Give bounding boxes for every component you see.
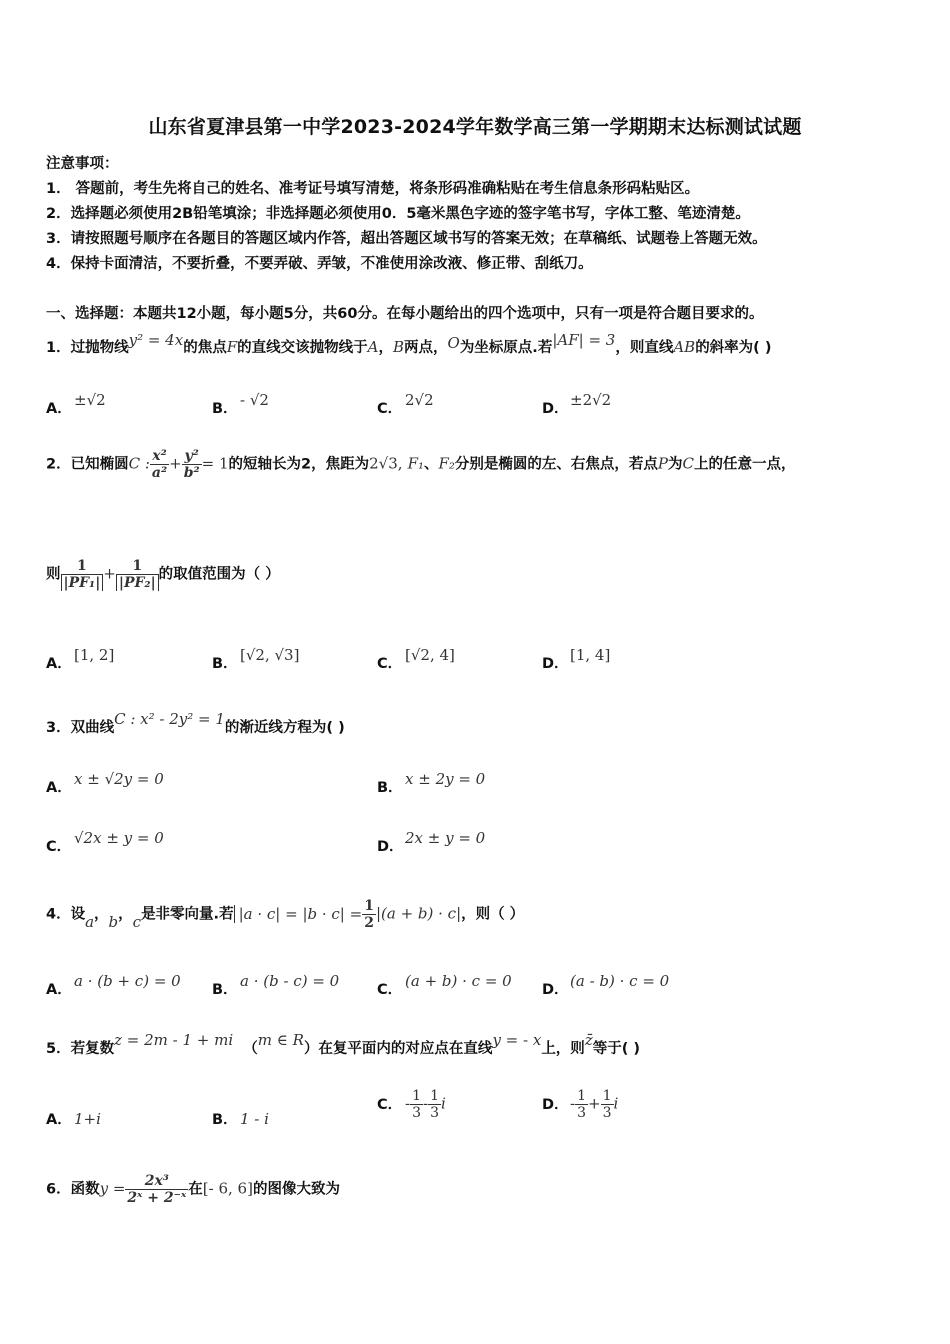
q5-option-c: C． - $\frac{1}{3}$ - $\frac{1}{3}$ i <box>377 1088 446 1122</box>
notice-item-1: 1． 答题前，考生先将自己的姓名、准考证号填写清楚，将条形码准确粘贴在考生信息条形码粘贴区。 <box>46 181 700 197</box>
q1-math-parabola: y² = 4x <box>128 331 184 349</box>
q4-text-4: 是非零向量.若 <box>141 906 234 923</box>
q3-option-d: D．2x ± y = 0 <box>377 829 486 855</box>
q1-option-c: C． 2√2 <box>377 391 434 417</box>
q1-option-b: B． - √2 <box>212 391 269 417</box>
q4-text-1: 4．设 <box>46 906 86 923</box>
q2-math-p: P <box>657 454 669 473</box>
q2-text-1: 2．已知椭圆 <box>46 456 129 473</box>
q5-math-z: z = 2m - 1 + mi <box>114 1031 234 1049</box>
question-1 <box>46 331 772 357</box>
q4-option-a: A． a · (b + c) = 0 <box>46 972 181 998</box>
q2-frac-pf2: $\frac{1}{\text{|PF₂|}}$ <box>116 558 159 591</box>
q1-math-o: O <box>447 334 460 352</box>
q4-option-b: B． a · (b - c) = 0 <box>212 972 340 998</box>
q6-frac-function: $\frac{\text{2x³}}{\text{2ˣ + 2⁻ˣ}}$ <box>127 1173 187 1207</box>
q4-option-d: D．(a - b) · c = 0 <box>542 972 670 998</box>
q2-frac-y: $\frac{\text{y²}}{\text{b²}}$ <box>183 448 200 482</box>
q2-option-d: D．[1, 4] <box>542 646 611 672</box>
q3-text-1: 3．双曲线 <box>46 720 115 736</box>
q1-math-af: |AF| = 3 <box>552 331 616 349</box>
q2-option-b: B． [√2, √3] <box>212 646 300 672</box>
q1-text-7: ，则直线 <box>615 340 674 356</box>
q1-math-ab: AB <box>673 338 696 356</box>
q6-text-3: 的图像大致为 <box>252 1181 340 1198</box>
q1-option-a: A． ±√2 <box>46 391 106 417</box>
q6-text-1: 6．函数 <box>46 1181 100 1198</box>
q1-text-1: 1．过抛物线 <box>46 340 129 356</box>
question-2: 2．已知椭圆C : $\frac{\text{x²}}{\text{a²}}$ + $\frac{\text{y²}}{\text{b²}}$ = 1的短轴长为2，焦距为2√3, F₁、F₂分别是椭圆的左、右焦点，若点P为C上的任意一点， <box>46 448 796 482</box>
q2-frac-pf1: $\frac{1}{\text{|PF₁|}}$ <box>61 558 104 591</box>
q2-text-range: 的取值范围为（ ） <box>158 566 280 583</box>
q5-math-m: m ∈ R <box>257 1031 304 1049</box>
q5-text-5: 等于( ) <box>592 1041 641 1057</box>
q5-text-1: 5．若复数 <box>46 1041 115 1057</box>
q1-text-2: 的焦点 <box>183 340 227 356</box>
question-4: 4．设a，b，c是非零向量.若 |a · c| = |b · c| = $\frac{1}{2}$ |(a + b) · c|，则（ ） <box>46 898 525 932</box>
q3-option-a: A． x ± √2y = 0 <box>46 770 164 796</box>
q2-option-c: C． [√2, 4] <box>377 646 455 672</box>
q2-text-4: 分别是椭圆的左、右焦点，若点 <box>454 456 658 473</box>
q5-math-line: y = - x <box>492 1031 542 1049</box>
q2-math-c: C : <box>128 454 150 473</box>
q5-option-a: A． 1+i <box>46 1110 101 1128</box>
q5-option-d: D．- $\frac{1}{3}$ + $\frac{1}{3}$ i <box>542 1088 619 1122</box>
q4-math-condition: |a · c| = |b · c| = <box>234 905 363 923</box>
q5-text-3: ）在复平面内的对应点在直线 <box>303 1041 493 1057</box>
notice-heading: 注意事项： <box>46 156 119 172</box>
q2-math-c2: C <box>682 454 694 473</box>
q1-text-4: ， <box>378 340 393 356</box>
q4-math-c: c <box>132 912 142 931</box>
q3-option-b: B． x ± 2y = 0 <box>377 770 486 796</box>
question-3 <box>46 710 345 737</box>
q1-text-6: 为坐标原点.若 <box>459 340 553 356</box>
q5-math-zbar: z̄ <box>584 1031 593 1049</box>
q3-option-c: C． √2x ± y = 0 <box>46 829 164 855</box>
question-5: 5．若复数z = 2m - 1 + mi （m ∈ R）在复平面内的对应点在直线y = - x上，则z̄等于( ) <box>46 1031 641 1057</box>
q2-text-6: 上的任意一点， <box>694 456 796 473</box>
notice-item-3: 3．请按照题号顺序在各题目的答题区域内作答，超出答题区域书写的答案无效；在草稿纸、试题卷上答题无效。 <box>46 231 767 247</box>
question-6: 6．函数y = $\frac{\text{2x³}}{\text{2ˣ + 2⁻ˣ}}$ 在[- 6, 6]的图像大致为 <box>46 1173 340 1207</box>
q1-math-a: A <box>367 338 379 356</box>
notice-item-4: 4．保持卡面清洁，不要折叠，不要弄破、弄皱，不准使用涂改液、修正带、刮纸刀。 <box>46 256 593 272</box>
q1-text-8: 的斜率为( ) <box>695 340 772 356</box>
q1-math-b: B <box>392 338 404 356</box>
section-heading: 一、选择题：本题共12小题，每小题5分，共60分。在每小题给出的四个选项中，只有一项是符合题目要求的。 <box>46 306 764 322</box>
q4-math-b: b <box>108 912 119 931</box>
q1-option-d: D．±2√2 <box>542 391 612 417</box>
notice-item-2: 2．选择题必须使用2B铅笔填涂；非选择题必须使用0．5毫米黑色字迹的签字笔书写，字体工整、笔迹清楚。 <box>46 206 750 222</box>
q2-math-f1: F₁ <box>407 454 424 473</box>
q2-frac-x: $\frac{\text{x²}}{\text{a²}}$ <box>151 448 168 482</box>
q3-text-2: 的渐近线方程为( ) <box>224 720 345 736</box>
q2-text-2: 的短轴长为2，焦距为 <box>228 456 370 473</box>
q4-math-sum: |(a + b) · c| <box>375 904 462 923</box>
q5-option-b: B． 1 - i <box>212 1110 269 1128</box>
q4-text-5: ，则（ ） <box>461 906 525 923</box>
q1-math-f: F <box>226 338 238 356</box>
q1-text-5: 两点， <box>404 340 448 356</box>
q4-option-c: C． (a + b) · c = 0 <box>377 972 512 998</box>
q6-math-interval: [- 6, 6] <box>202 1179 253 1198</box>
page-title: 山东省夏津县第一中学2023-2024学年数学高三第一学期期末达标测试试题 <box>148 116 802 138</box>
question-2-line-2: 则 $\frac{1}{\text{|PF₁|}}$ + $\frac{1}{\text{|PF₂|}}$ 的取值范围为（ ） <box>46 558 280 592</box>
q6-math-y: y = <box>99 1179 126 1198</box>
q4-frac-half: $\frac{1}{2}$ <box>364 898 374 932</box>
q3-math-hyperbola: C : x² - 2y² = 1 <box>114 710 225 728</box>
q2-option-a: A． [1, 2] <box>46 646 115 672</box>
q2-math-f2: F₂ <box>438 454 455 473</box>
q4-math-a: a <box>85 912 95 931</box>
q2-math-focal: 2√3, <box>369 454 403 473</box>
q1-text-3: 的直线交该抛物线于 <box>237 340 368 356</box>
